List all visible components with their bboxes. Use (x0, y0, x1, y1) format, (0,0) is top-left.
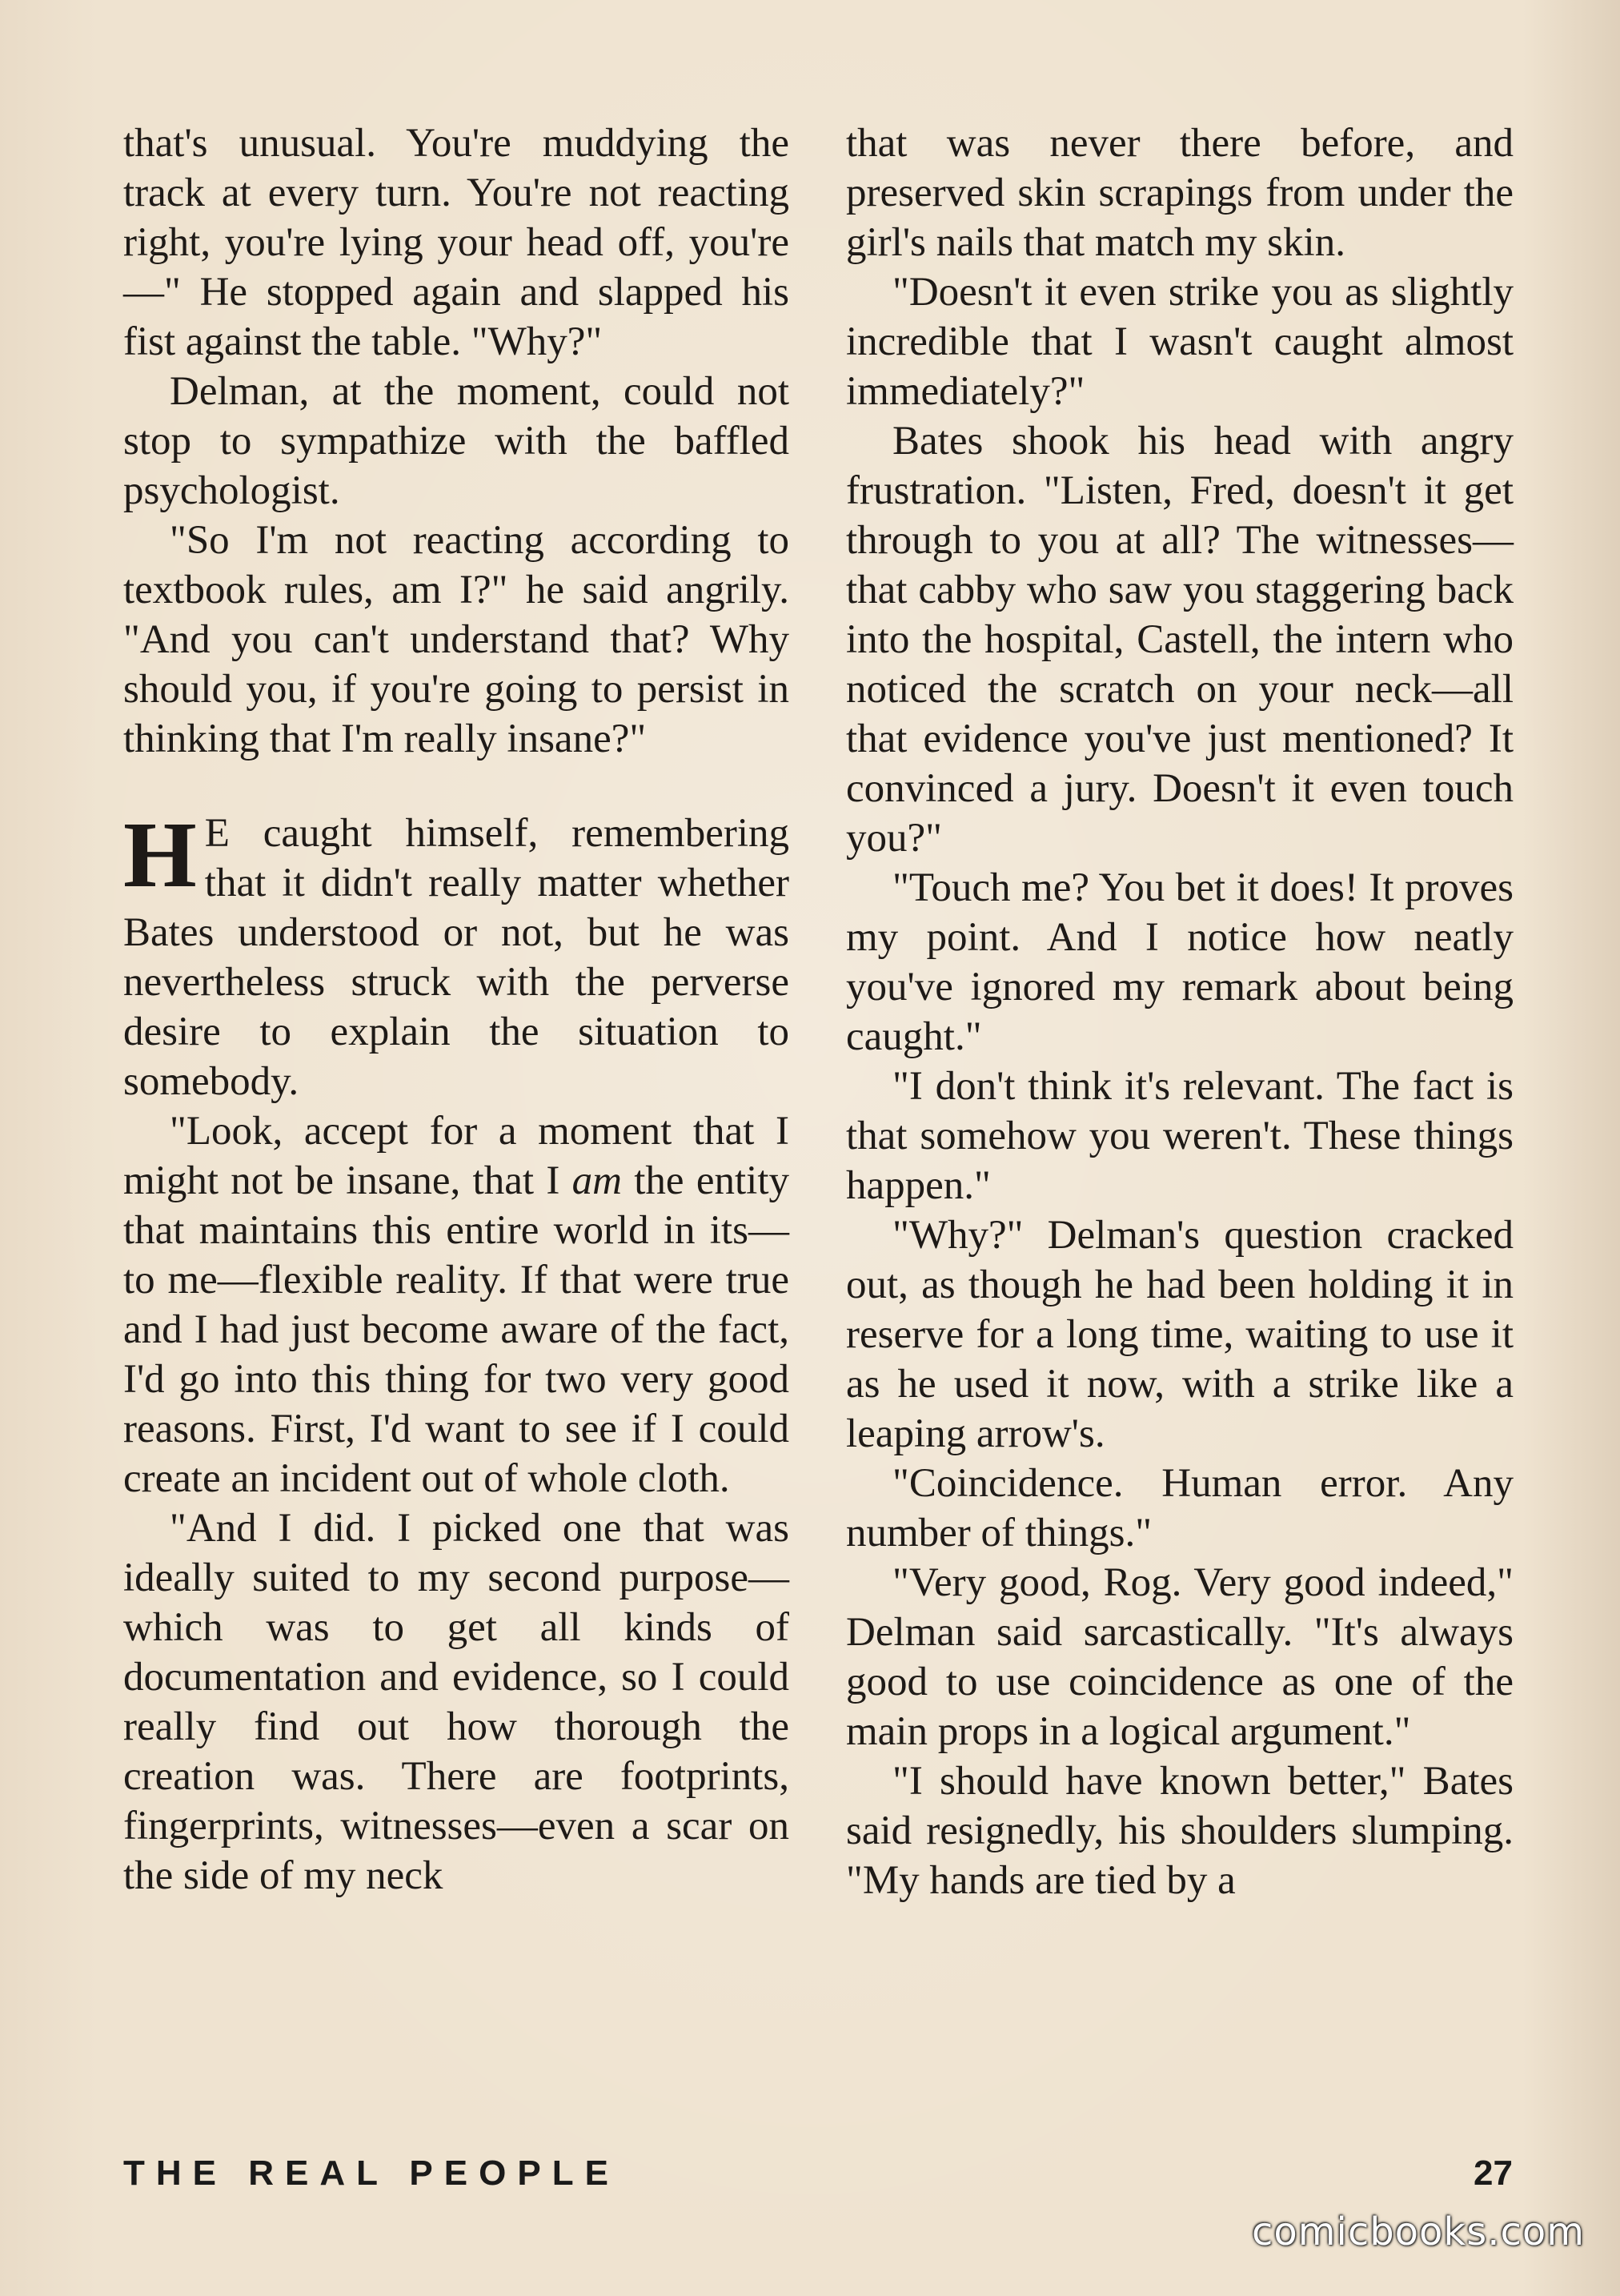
drop-cap-letter: H (123, 802, 197, 907)
paragraph-text: the entity that maintains this entire world in its—to me—flexible reality. If that were true and I had just become aware of the fact, I'd go into this thing for two very good reasons. First, I'd want to see if I could create an incident out of whole cloth. (123, 1158, 790, 1501)
paragraph: "So I'm not reacting according to textbook rules, am I?" he said angrily. "And you can't understand that? Why should you, if you're going to persist in thinking that I'm really insane?" (123, 518, 789, 761)
paragraph-text: "Look, accept for a moment that I might not be insane, that I (123, 1109, 789, 1203)
paragraph: "Doesn't it even strike you as slightly incredible that I wasn't caught almost immediately?" (846, 270, 1514, 414)
paragraph: Bates shook his head with angry frustration. "Listen, Fred, doesn't it get through to you at all? The witnesses—that cabby who saw you staggering back into the hospital, Castell, the intern who noticed the scratch on your neck—all that evidence you've just mentioned? It convinced a jury. Doesn't it even touch you?" (846, 419, 1514, 861)
paragraph: "Touch me? You bet it does! It proves my point. And I notice how neatly you've ignored my remark about being caught." (846, 865, 1514, 1059)
paragraph-text: E caught himself, remembering that it didn't really matter whether Bates understood or not, but he was nevertheless struck with the perverse desire to explain the situation to somebody. (123, 811, 789, 1104)
right-column (846, 118, 1514, 1905)
paragraph: "Why?" Delman's question cracked out, as though he had been holding it in reserve for a long time, waiting to use it as he used it now, with a strike like a leaping arrow's. (846, 1213, 1514, 1456)
paragraph (123, 1106, 789, 1503)
site-watermark: comicbooks.com (1251, 2210, 1585, 2254)
paragraph: "And I did. I picked one that was ideally suited to my second purpose—which was to get all kinds of documentation and evidence, so I could really find out how thorough the creation was. There are footprints, fingerprints, witnesses—even a scar on the side of my neck (123, 1506, 789, 1898)
paragraph: that's unusual. You're muddying the track at every turn. You're not reacting right, you're lying your head off, you're—" He stopped again and slapped his fist against the table. "Why?" (123, 121, 789, 364)
paragraph: "I should have known better," Bates said resignedly, his shoulders slumping. "My hands are tied by a (846, 1759, 1514, 1903)
left-column (123, 118, 789, 1901)
paragraph: "I don't think it's relevant. The fact is that somehow you weren't. These things happen." (846, 1064, 1514, 1208)
paragraph: that was never there before, and preserved skin scrapings from under the girl's nails that match my skin. (846, 121, 1514, 265)
section-start-paragraph (123, 802, 789, 1106)
running-footer-title: THE REAL PEOPLE (123, 2154, 620, 2193)
paragraph: "Very good, Rog. Very good indeed," Delman said sarcastically. "It's always good to use coincidence as one of the main props in a logical argument." (846, 1560, 1514, 1754)
paragraph: Delman, at the moment, could not stop to sympathize with the baffled psychologist. (123, 369, 789, 513)
paragraph: "Coincidence. Human error. Any number of things." (846, 1461, 1514, 1555)
page-number: 27 (1474, 2154, 1513, 2193)
emphasis-text: am (571, 1158, 622, 1203)
